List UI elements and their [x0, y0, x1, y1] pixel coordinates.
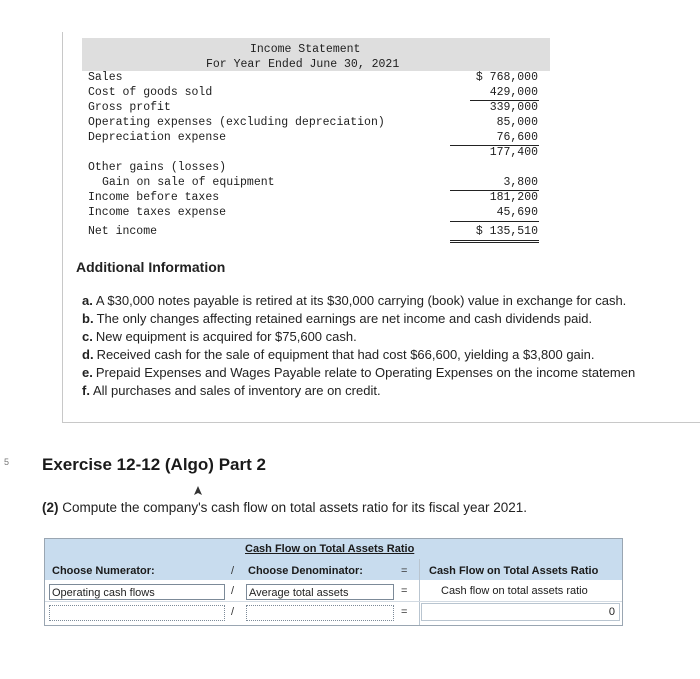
equals-symbol: = — [401, 585, 408, 597]
info-item-e — [82, 364, 700, 382]
info-letter: b. — [82, 311, 94, 326]
double-underline-net-income-1 — [450, 240, 539, 241]
ratio-table-header — [45, 539, 622, 559]
question — [42, 500, 527, 515]
column-divider — [419, 559, 420, 625]
value-operating-expenses: 85,000 — [496, 116, 538, 129]
mouse-cursor-icon — [192, 486, 204, 498]
ratio-table-title: Cash Flow on Total Assets Ratio — [245, 543, 415, 555]
result-label: Cash Flow on Total Assets Ratio — [429, 565, 599, 577]
question-text: Compute the company's cash flow on total assets ratio for its fiscal year 2021. — [58, 500, 528, 515]
numerator-amount-input[interactable] — [49, 605, 225, 621]
info-item-c — [82, 328, 700, 346]
divide-symbol: / — [231, 606, 235, 618]
info-text: Received cash for the sale of equipment that had cost $66,600, yielding a $3,800 gain. — [96, 347, 595, 362]
divide-symbol: / — [231, 565, 235, 577]
info-text: New equipment is acquired for $75,600 cash. — [95, 329, 357, 344]
info-item-b — [82, 310, 700, 328]
info-letter: d. — [82, 347, 94, 362]
line-label-net-income: Net income — [88, 225, 158, 238]
equals-symbol: = — [401, 565, 408, 577]
line-label-operating-expenses: Operating expenses (excluding depreciation) — [88, 116, 385, 129]
denominator-label: Choose Denominator: — [248, 565, 363, 577]
income-statement-subtitle: For Year Ended June 30, 2021 — [206, 58, 400, 71]
value-income-before-taxes: 181,200 — [489, 191, 538, 204]
ratio-table — [44, 538, 623, 626]
info-letter: e. — [82, 365, 93, 380]
denominator-input[interactable]: Average total assets — [246, 584, 394, 600]
additional-info-heading: Additional Information — [76, 259, 226, 275]
line-label-other-gains: Other gains (losses) — [88, 161, 227, 174]
value-sales: $ 768,000 — [475, 71, 538, 84]
value-net-income: $ 135,510 — [475, 225, 538, 238]
row-divider — [45, 601, 622, 602]
info-text: A $30,000 notes payable is retired at its $30,000 carrying (book) value in exchange for cash. — [95, 293, 627, 308]
income-statement-title: Income Statement — [250, 43, 361, 56]
info-item-f — [82, 382, 700, 400]
info-text: All purchases and sales of inventory are on credit. — [92, 383, 381, 398]
equals-symbol: = — [401, 606, 408, 618]
additional-info-list — [82, 292, 700, 400]
line-label-income-before-taxes: Income before taxes — [88, 191, 220, 204]
info-letter: c. — [82, 329, 93, 344]
info-letter: a. — [82, 293, 93, 308]
margin-mark: 5 — [4, 457, 10, 467]
double-underline-net-income-2 — [450, 242, 539, 243]
value-subtotal: 177,400 — [489, 146, 538, 159]
line-label-cogs: Cost of goods sold — [88, 86, 213, 99]
numerator-input[interactable]: Operating cash flows — [49, 584, 225, 600]
value-depreciation: 76,600 — [496, 131, 538, 144]
value-cogs: 429,000 — [489, 86, 538, 99]
info-text: Prepaid Expenses and Wages Payable relate to Operating Expenses on the income statemen — [95, 365, 636, 380]
info-item-d — [82, 346, 700, 364]
exercise-title: Exercise 12-12 (Algo) Part 2 — [42, 455, 266, 474]
line-label-gain-on-sale: Gain on sale of equipment — [102, 176, 275, 189]
question-part: (2) — [42, 500, 59, 515]
underline-taxes — [450, 221, 539, 222]
line-label-sales: Sales — [88, 71, 123, 84]
value-gain-on-sale: 3,800 — [503, 176, 538, 189]
info-item-a — [82, 292, 700, 310]
info-letter: f. — [82, 383, 90, 398]
line-label-depreciation: Depreciation expense — [88, 131, 227, 144]
result-value: 0 — [421, 603, 620, 621]
info-text: The only changes affecting retained earnings are net income and cash dividends paid. — [96, 311, 593, 326]
divide-symbol: / — [231, 585, 235, 597]
numerator-label: Choose Numerator: — [52, 565, 155, 577]
result-text: Cash flow on total assets ratio — [441, 585, 588, 597]
denominator-amount-input[interactable] — [246, 605, 394, 621]
value-gross-profit: 339,000 — [489, 101, 538, 114]
line-label-gross-profit: Gross profit — [88, 101, 171, 114]
value-income-taxes: 45,690 — [496, 206, 538, 219]
line-label-income-taxes: Income taxes expense — [88, 206, 227, 219]
